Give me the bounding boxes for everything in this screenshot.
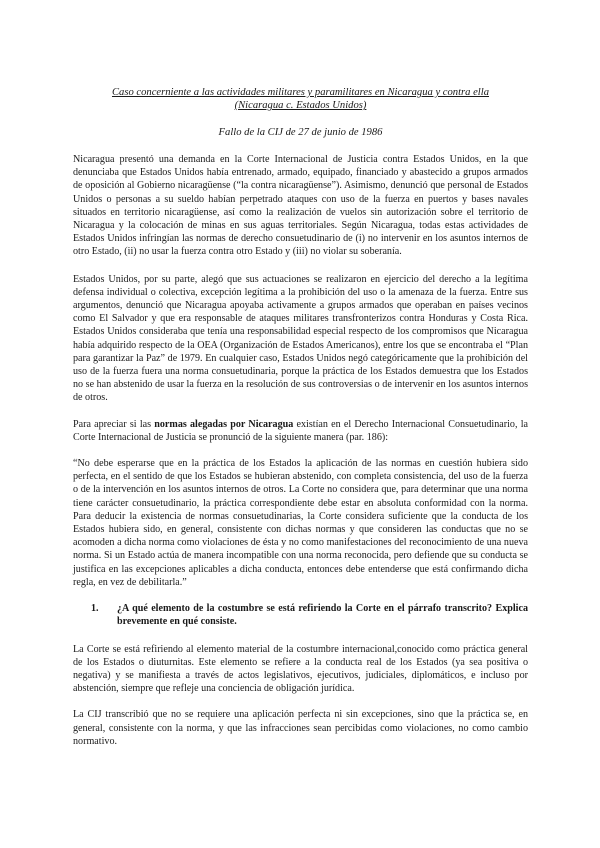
title-line-2: (Nicaragua c. Estados Unidos): [234, 100, 367, 111]
question-1: [73, 602, 528, 628]
intro-bold-phrase: normas alegadas por Nicaragua: [154, 418, 294, 430]
document-subtitle: Fallo de la CIJ de 27 de junio de 1986: [218, 127, 383, 138]
answer-paragraph-2: La CIJ transcribió que no se requiere una aplicación perfecta ni sin excepciones, sino que la práctica se, en general, consistente con la norma, y que las infracciones sean percibidas como violaciones, no como cambio normativo.: [73, 709, 528, 747]
paragraph-facts-nicaragua: Nicaragua presentó una demanda en la Corte Internacional de Justicia contra Estados Unidos, en la que denunciaba que Estados Unidos había entrenado, armado, equipado, financiado y abastecido a grupos armados de oposición al Gobierno nicaragüense (“la contra nicaragüense”). Asimismo, denunció que personal de Estados Unidos o personas a su sueldo habían perpetrado ataques con uso de la fuerza en puertos y bases navales situados en territorio nicaragüense, así como la realización de vuelos sin autorización sobre el territorio de Nicaragua y la colocación de minas en sus aguas territoriales. Según Nicaragua, todas estas actividades de Estados Unidos infringían las normas de derecho consuetudinario de (i) no intervenir en los asuntos internos de otro Estado, (ii) no usar la fuerza contra otro Estado y (iii) no violar su soberanía.: [73, 154, 528, 258]
title-line-1: Caso concerniente a las actividades militares y paramilitares en Nicaragua y contra ella: [111, 87, 489, 98]
intro-text-end: existían en el Derecho Internacional Consuetudinario, la Corte Internacional de Justicia se pronunció de la siguiente manera (par. 186):: [73, 418, 528, 443]
document-title: [73, 0, 528, 112]
answer-paragraph-1: La Corte se está refiriendo al elemento material de la costumbre internacional,conocido como práctica general de los Estados o diuturnitas. Este elemento se refiere a la conducta real de los Estados (ya sea positiva o negativa) y se manifiesta a través de actos legislativos, ejecutivos, judiciales, diplomáticos, e incluso por abstención, siempre que refleje una conciencia de obligación jurídica.: [73, 643, 528, 695]
question-text: ¿A qué elemento de la costumbre se está refiriendo la Corte en el párrafo transcrito? Explica brevemente en qué consiste.: [117, 603, 528, 628]
paragraph-court-intro: [73, 418, 528, 444]
question-number: 1.: [91, 603, 99, 615]
court-quote: “No debe esperarse que en la práctica de los Estados la aplicación de las normas en cuestión hubiera sido perfecta, en el sentido de que los Estados se hubieran abstenido, con completa consistencia, del uso de la fuerza o de la intervención en los asuntos internos de otros. La Corte no considera que, para determinar que una norma tiene carácter consuetudinario, la práctica correspondiente debe estar en absoluta conformidad con la norma. Para deducir la existencia de normas consuetudinarias, la Corte considera suficiente que la conducta de los Estados hubiera sido, en general, consistente con dichas normas y que consideren las conductas que no se acomoden a dicha norma como violaciones de ésta y no como manifestaciones del reconocimiento de una nueva norma. Si un Estado actúa de manera incompatible con una norma reconocida, pero defiende que su conducta se justifica en las excepciones aplicables a dicha conducta, entonces debe entenderse que está confirmando dicha regla, en vez de debilitarla.”: [73, 458, 528, 588]
paragraph-facts-united-states: Estados Unidos, por su parte, alegó que sus actuaciones se realizaron en ejercicio del derecho a la legítima defensa individual o colectiva, excepción legítima a la prohibición del uso o la amenaza de la fuerza. Entre sus argumentos, denunció que Nicaragua apoyaba activamente a grupos armados que operaban en países vecinos como El Salvador y que era responsable de ataques militares transfronterizos contra Honduras y Costa Rica. Estados Unidos consideraba que tenía una responsabilidad especial respecto de los compromisos que Nicaragua había adquirido respecto de la OEA (Organización de Estados Americanos), entre los que se encontraba el “Plan para garantizar la Paz” de 1979. En cualquier caso, Estados Unidos negó categóricamente que la prohibición del uso de la fuerza fuera una norma consuetudinaria, porque la práctica de los Estados demuestra que los Estados no se han abstenido de usar la fuerza en la resolución de sus controversias o de intervenir en los asuntos internos de otros.: [73, 273, 528, 404]
intro-text-start: Para apreciar si las: [73, 418, 155, 430]
